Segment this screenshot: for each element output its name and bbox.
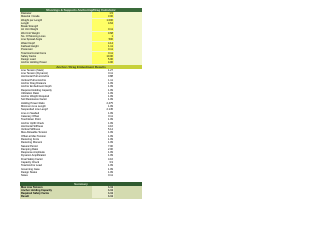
- value-cell: 1.09: [107, 121, 113, 125]
- row-label: Horizontal Pull at Anchor: [21, 75, 50, 79]
- input-cell[interactable]: 1: [92, 35, 114, 38]
- row-label: Response Amplitude: [21, 151, 45, 155]
- row-label: Total Horizontal Force: [21, 51, 47, 55]
- row-label: Fairlead Height: [21, 44, 39, 48]
- value-cell: 1.09: [107, 170, 113, 174]
- section2-title: Anchor / Drag Embedment Results: [20, 65, 142, 69]
- value-cell: 2,475: [106, 101, 113, 105]
- input-cell[interactable]: 1.11: [92, 45, 114, 48]
- section-anchor-results: [20, 69, 142, 178]
- value-cell: 1.09: [107, 167, 113, 171]
- row-label: Final Safety Factor: [21, 157, 43, 161]
- row-label: Required Holding Capacity: [21, 88, 52, 92]
- value-cell: 1.09: [107, 137, 113, 141]
- row-label: Weight per Length: [21, 18, 43, 22]
- row-label: Line on Seabed: [21, 111, 40, 115]
- input-cell[interactable]: 0.11: [92, 48, 114, 51]
- value-cell: 1.09: [107, 134, 113, 138]
- row-label: Anchor Embedment Depth: [21, 85, 52, 89]
- row-label: Touchdown Point: [21, 118, 41, 122]
- value-cell: 4.16: [107, 157, 113, 161]
- row-label: Catenary Offset: [21, 114, 40, 118]
- row-label: Vertical Stiffness: [21, 128, 41, 132]
- input-cell[interactable]: 500: [92, 38, 114, 41]
- value-cell: 1.11: [108, 78, 113, 82]
- row-label: Line Tension (Static): [21, 68, 45, 72]
- row-label: Wet Unit Weight: [21, 31, 40, 35]
- row-label: Anchor Holding Capacity: [21, 188, 52, 192]
- value-cell: 1.11: [92, 192, 114, 195]
- input-cell[interactable]: 4.00: [92, 61, 114, 64]
- row-label: Length: [21, 21, 29, 25]
- value-cell: 1.09: [107, 118, 113, 122]
- row-label: Anchor Weight Required: [21, 95, 50, 99]
- section-line-properties: [20, 12, 142, 65]
- value-cell: 1.09: [107, 88, 113, 92]
- input-cell[interactable]: 10.00: [92, 55, 114, 58]
- input-cell[interactable]: 0.68: [92, 32, 114, 35]
- value-cell: 0.11: [108, 114, 113, 118]
- value-cell: 1.09: [107, 154, 113, 158]
- row-label: Anchor Holding Power: [21, 61, 47, 65]
- section-summary: [20, 186, 142, 199]
- row-label: Vertical Pull at Anchor: [21, 78, 47, 82]
- row-label: Air Unit Weight: [21, 28, 39, 32]
- value-cell: 1.09: [107, 111, 113, 115]
- value-cell: 1.09: [107, 81, 113, 85]
- sheet-title: Moorings & Supports Anchoring/Drag Calculator: [20, 8, 142, 12]
- input-cell[interactable]: 1.5: [92, 12, 114, 15]
- row-label: No. Of Mooring Lines: [21, 35, 46, 39]
- value-cell: 1.27: [107, 68, 113, 72]
- value-cell: 1.11: [92, 189, 114, 192]
- value-cell: 2.00: [107, 147, 113, 151]
- row-label: Restoring Moment: [21, 141, 43, 145]
- input-cell[interactable]: 0.11: [92, 52, 114, 55]
- row-label: Suspended Line Length: [21, 108, 49, 112]
- row-label: Offset at Max Tension: [21, 134, 46, 138]
- row-label: Utilization Ratio: [21, 91, 40, 95]
- value-cell: 0.11: [108, 174, 113, 178]
- row-label: Design Load: [21, 58, 36, 62]
- row-label: Required Safety Factor: [21, 192, 50, 196]
- row-label: Governing Case: [21, 167, 40, 171]
- input-cell[interactable]: 1.000: [92, 19, 114, 22]
- value-cell: 2.145: [106, 108, 113, 112]
- row-label: Result: [21, 195, 29, 199]
- spreadsheet: [20, 8, 142, 199]
- row-label: Line Tension (Dynamic): [21, 72, 49, 76]
- input-cell[interactable]: 0.11: [92, 28, 114, 31]
- row-label: Line Spread Angle: [21, 38, 43, 42]
- sheet-row: [20, 174, 142, 177]
- row-label: Minimum Line Length: [21, 105, 46, 109]
- value-cell: 0.88: [107, 75, 113, 79]
- value-cell: 0.11: [108, 72, 113, 76]
- section3-title: Summary: [20, 182, 142, 186]
- row-label: Damping Ratio: [21, 147, 39, 151]
- row-label: Soil Resistance Factor: [21, 98, 47, 102]
- row-label: Material / Grade: [21, 15, 40, 19]
- value-cell: 1.09: [107, 98, 113, 102]
- row-label: Natural Period: [21, 144, 38, 148]
- row-label: Horizontal Stiffness: [21, 124, 44, 128]
- row-label: Pretension: [21, 48, 34, 52]
- value-cell: 1.11: [92, 186, 114, 189]
- row-label: Max Line Tension: [21, 185, 43, 189]
- value-cell: 5.14: [107, 128, 113, 132]
- value-cell: 1.11: [92, 195, 114, 198]
- row-label: Dynamic Amplification: [21, 154, 47, 158]
- sheet-row: [20, 195, 142, 198]
- row-label: Diameter: [21, 12, 32, 15]
- value-cell: 1.09: [107, 95, 113, 99]
- value-cell: 7.00: [107, 144, 113, 148]
- value-cell: 3.9: [109, 161, 113, 165]
- sheet-row: [20, 61, 142, 64]
- row-label: Safety Factor: [21, 54, 37, 58]
- row-label: Design Status: [21, 170, 38, 174]
- row-label: Total Anchor Load: [21, 164, 42, 168]
- value-cell: 1.09: [107, 91, 113, 95]
- row-label: Max Allowable Tension: [21, 131, 48, 135]
- row-label: Water Depth: [21, 41, 36, 45]
- row-label: Break Strength: [21, 25, 39, 29]
- value-cell: 1.09: [107, 105, 113, 109]
- value-cell: 1.09: [107, 151, 113, 155]
- input-cell[interactable]: 4.14: [92, 42, 114, 45]
- value-cell: 4.16: [107, 124, 113, 128]
- row-label: Anchor Uplift Check: [21, 121, 44, 125]
- value-cell: 1.09: [107, 85, 113, 89]
- row-label: Notes: [21, 174, 28, 178]
- row-label: Restoring Force: [21, 137, 40, 141]
- value-cell: 1.09: [107, 164, 113, 168]
- row-label: Anchor Drag Distance: [21, 81, 47, 85]
- row-label: Holding Power Ratio: [21, 101, 45, 105]
- value-cell: 1.09: [107, 141, 113, 145]
- input-cell[interactable]: 5.00: [92, 58, 114, 61]
- summary-block: [20, 182, 142, 199]
- value-cell: 1.09: [107, 131, 113, 135]
- input-cell[interactable]: 4.64: [92, 22, 114, 25]
- input-cell[interactable]: 3.00: [92, 15, 114, 18]
- row-label: Capacity Check: [21, 161, 40, 165]
